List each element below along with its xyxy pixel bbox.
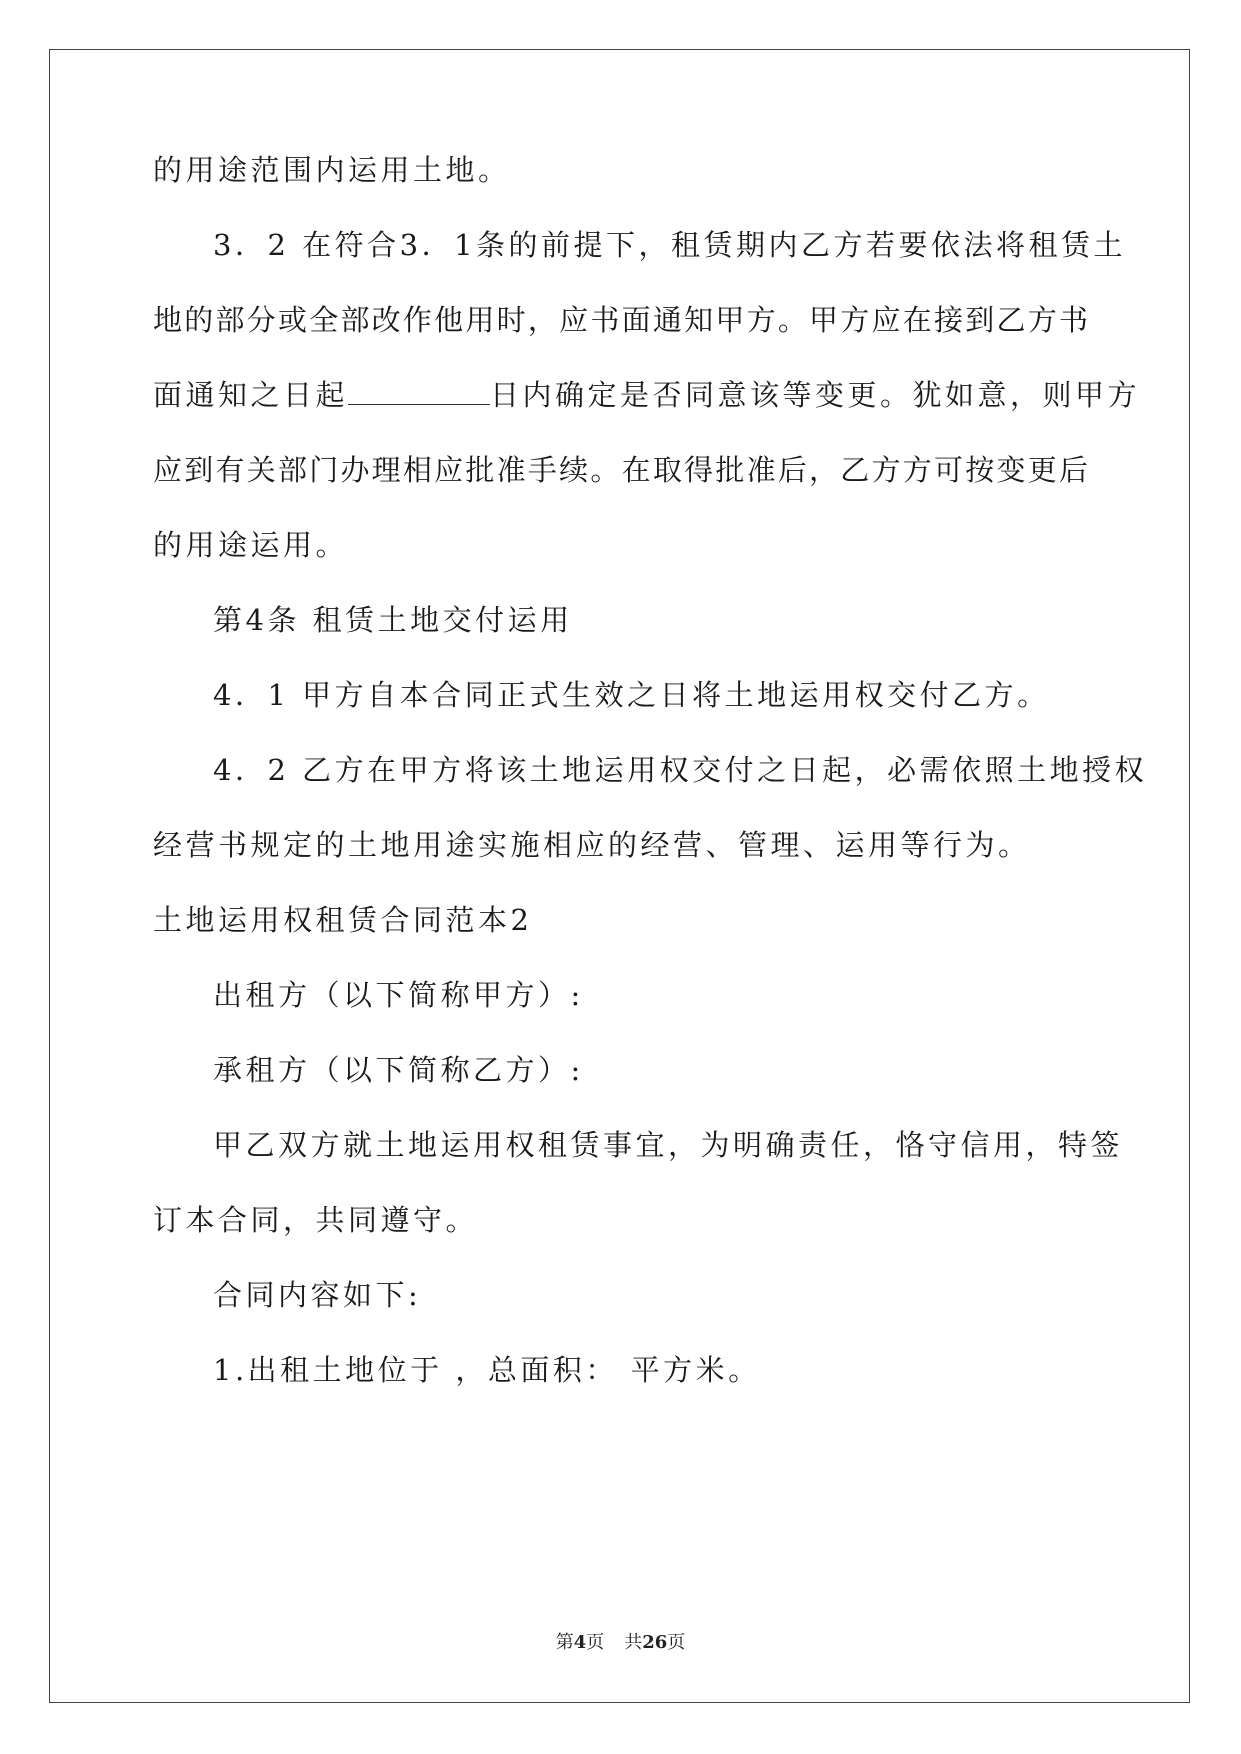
clause-4-1: 4．1 甲方自本合同正式生效之日将土地运用权交付乙方。 [213, 678, 1050, 712]
clause-3-2-line-2: 地的部分或全部改作他用时，应书面通知甲方。甲方应在接到乙方书 [153, 303, 1088, 337]
line-text-before-blank: 面通知之日起 [153, 378, 349, 412]
clause-3-2-line-5: 的用途运用。 [153, 528, 349, 562]
paragraph-line: 的用途范围内运用土地。 [153, 153, 511, 187]
clause-3-2-line-1: 3．2 在符合3．1条的前提下，租赁期内乙方若要依法将租赁土 [213, 228, 1127, 262]
total-prefix: 共 [624, 1632, 643, 1653]
line-text-after-blank: 日内确定是否同意该等变更。犹如意，则甲方 [490, 378, 1141, 412]
lessee-line: 承租方（以下简称乙方）: [213, 1053, 584, 1087]
page-unit: 页 [586, 1632, 605, 1653]
page-border [49, 49, 1190, 1703]
clause-4-2-line-1: 4．2 乙方在甲方将该土地运用权交付之日起，必需依照土地授权 [213, 753, 1148, 787]
clause-3-2-line-3 [153, 375, 1140, 415]
page-prefix: 第 [555, 1632, 574, 1653]
page-number: 4 [573, 1632, 587, 1653]
article-4-heading: 第4条 租赁土地交付运用 [213, 603, 573, 637]
clause-4-2-line-2: 经营书规定的土地用途实施相应的经营、管理、运用等行为。 [153, 828, 1031, 862]
contents-intro: 合同内容如下: [213, 1278, 422, 1312]
total-pages: 26 [642, 1632, 668, 1653]
preamble-line-2: 订本合同，共同遵守。 [153, 1203, 479, 1237]
page-footer [0, 1631, 1241, 1655]
preamble-line-1: 甲乙双方就土地运用权租赁事宜，为明确责任，恪守信用，特签 [213, 1128, 1124, 1162]
item-1-location: 1.出租土地位于 ，总面积： 平方米。 [213, 1353, 761, 1387]
section-title: 土地运用权租赁合同范本2 [153, 903, 533, 937]
lessor-line: 出租方（以下简称甲方）: [213, 978, 584, 1012]
total-unit: 页 [667, 1632, 686, 1653]
fill-in-blank [348, 378, 490, 405]
clause-3-2-line-4: 应到有关部门办理相应批准手续。在取得批准后，乙方方可按变更后 [153, 453, 1088, 487]
